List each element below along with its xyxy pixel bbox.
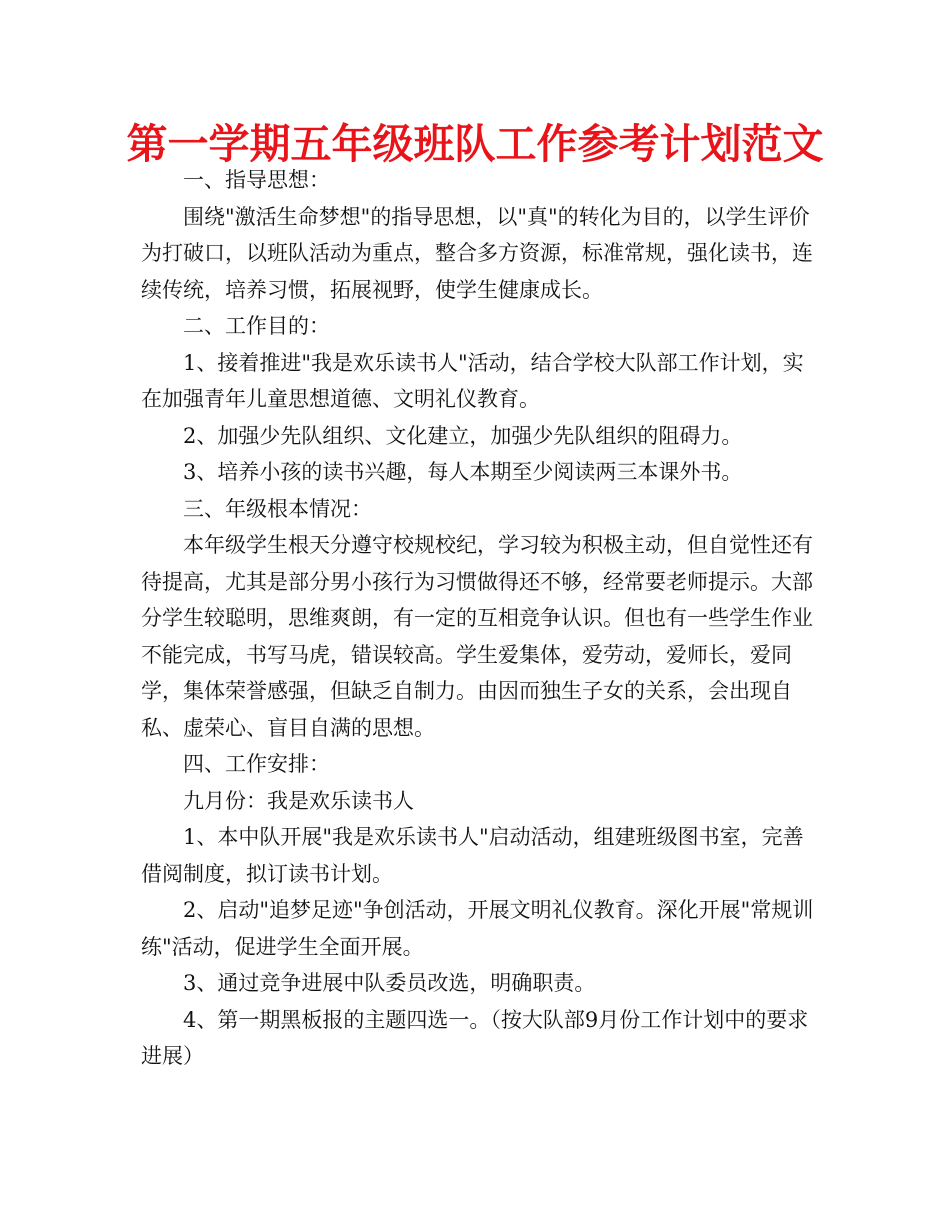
document-body xyxy=(141,162,816,1075)
section-heading: 二、工作目的： xyxy=(183,314,330,338)
paragraph: 1、本中队开展"我是欢乐读书人"启动活动，组建班级图书室，完善借阅制度，拟订读书计划。 xyxy=(141,825,804,886)
paragraph: 2、加强少先队组织、文化建立，加强少先队组织的阻碍力。 xyxy=(183,423,743,448)
section-heading: 四、工作安排： xyxy=(183,752,330,776)
section-heading: 三、年级根本情况： xyxy=(183,496,372,521)
subheading: 九月份：我是欢乐读书人 xyxy=(183,788,414,813)
paragraph: 2、启动"追梦足迹"争创活动，开展文明礼仪教育。深化开展"常规训练"活动，促进学生全面开展。 xyxy=(141,898,814,959)
section-heading: 一、指导思想： xyxy=(183,168,330,192)
paragraph: 4、第一期黑板报的主题四选一。（按大队部9月份工作计划中的要求进展） xyxy=(141,1007,809,1068)
paragraph: 3、培养小孩的读书兴趣，每人本期至少阅读两三本课外书。 xyxy=(183,460,743,484)
paragraph: 本年级学生根天分遵守校规校纪，学习较为积极主动，但自觉性还有待提高，尤其是部分男小孩行为习惯做得还不够，经常要老师提示。大部分学生较聪明，思维爽朗，有一定的互相竞争认识。但也有一些学生作业不能完成，书写马虎，错误较高。学生爱集体，爱劳动，爱师长，爱同学，集体荣誉感强，但缺乏自制力。由因而独生子女的关系，会出现自私、虚荣心、盲目自满的思想。 xyxy=(141,533,813,740)
paragraph: 3、通过竞争进展中队委员改选，明确职责。 xyxy=(183,971,596,995)
document-title: 第一学期五年级班队工作参考计划范文 xyxy=(126,120,824,168)
paragraph: 围绕"激活生命梦想"的指导思想，以"真"的转化为目的，以学生评价为打破口，以班队活动为重点，整合多方资源，标准常规，强化读书，连续传统，培养习惯，拓展视野，使学生健康成长。 xyxy=(141,204,813,302)
paragraph: 1、接着推进"我是欢乐读书人"活动，结合学校大队部工作计划，实在加强青年儿童思想道德、文明礼仪教育。 xyxy=(141,350,804,411)
